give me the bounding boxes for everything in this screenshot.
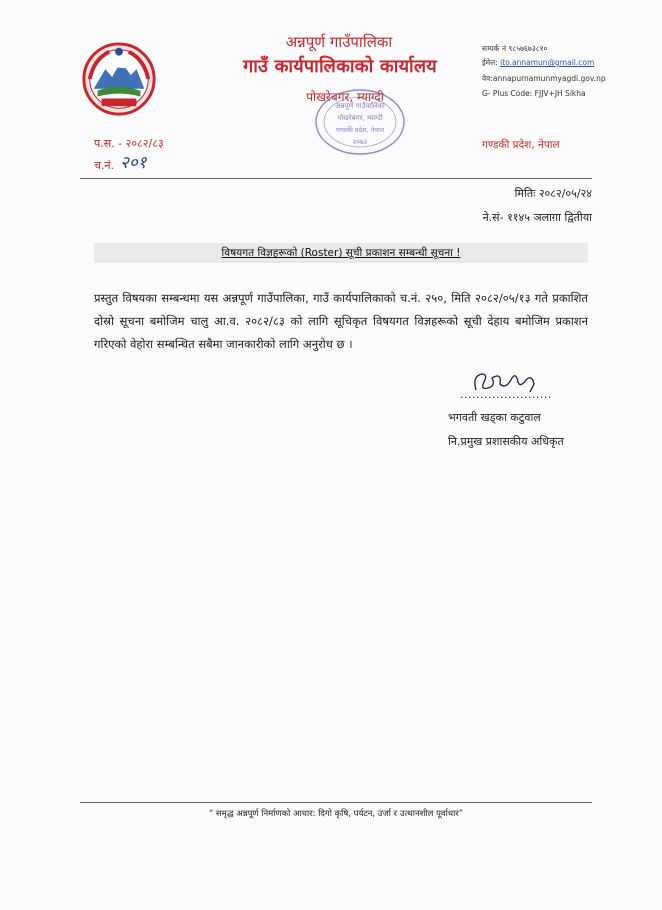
plus-code: G- Plus Code: FJJV+JH Sikha: [482, 89, 586, 98]
office-name: गाउँ कार्यपालिकाको कार्यालय: [243, 56, 437, 77]
stamp-text-2: पोखरेबगर, म्याग्दी: [337, 114, 383, 122]
footer-divider: [80, 802, 592, 803]
province-name: गण्डकी प्रदेश, नेपाल: [482, 139, 560, 151]
stamp-year: २०७३: [352, 138, 368, 146]
contact-website[interactable]: वेव:annapurnamunmyagdi.gov.np: [482, 74, 606, 83]
letter-date: मितिः २०८२/०५/२४: [514, 187, 592, 200]
subject-text: विषयगत विज्ञहरूको (Roster) सूची प्रकाशन सम्बन्धी सूचना !: [221, 247, 461, 259]
body-paragraph: प्रस्तुत विषयका सम्बन्धमा यस अन्नपूर्ण गाउँपालिका, गाउँ कार्यपालिकाको च.नं. २५०, मिति २०८२/०५/१३ गते प्रकाशित दोस्रो सूचना बमोजिम चालु आ.व. २०८२/८३ को लागि सूचिकृत विषयगत विज्ञहरूको सूची देहाय बमोजिम प्रकाशन गरिएको वेहोरा सम्बन्धित सबैमा जानकारीको लागि अनुरोध छ ।: [94, 291, 588, 351]
municipality-name: अन्नपूर्ण गाउँपालिका: [285, 33, 393, 51]
nepal-sambat-date: ने.सं- ११४५ ञलाग़ा द्वितीया: [482, 211, 592, 224]
email-label: ईमेल:: [482, 58, 498, 67]
office-location: पोखरेबगर, म्याग्दी: [306, 90, 384, 104]
subject-line: [94, 246, 588, 260]
dispatch-number-handwritten: २०१: [120, 153, 147, 173]
email-link[interactable]: ito.annamun@gmail.com: [500, 58, 595, 67]
contact-email: [482, 58, 594, 68]
contact-phone: सम्पर्क नं ९८५७६७३८१०: [482, 44, 548, 53]
signatory-designation: नि.प्रमुख प्रशासकीय अधिकृत: [448, 435, 564, 448]
footer-slogan: “ समृद्ध अन्नपूर्ण निर्माणको आधार: दिगो कृषि, पर्यटन, उर्जा र उत्थानशील पूर्वाधार”: [208, 809, 464, 819]
stamp-text-3: गण्डकी प्रदेश, नेपाल: [335, 126, 385, 134]
signature-line: .......................: [460, 388, 552, 401]
header-divider: [80, 178, 592, 179]
reference-number: प.स. - २०८२/८३: [94, 137, 164, 150]
office-stamp: [312, 86, 408, 158]
stamp-text-1: अन्नपूर्ण गाउँपालिका: [335, 102, 385, 110]
dispatch-number-label: च.नं.: [94, 159, 115, 172]
nepal-emblem-icon: [80, 40, 158, 118]
signatory-name: भगवती खड्का कटुवाल: [448, 411, 541, 424]
